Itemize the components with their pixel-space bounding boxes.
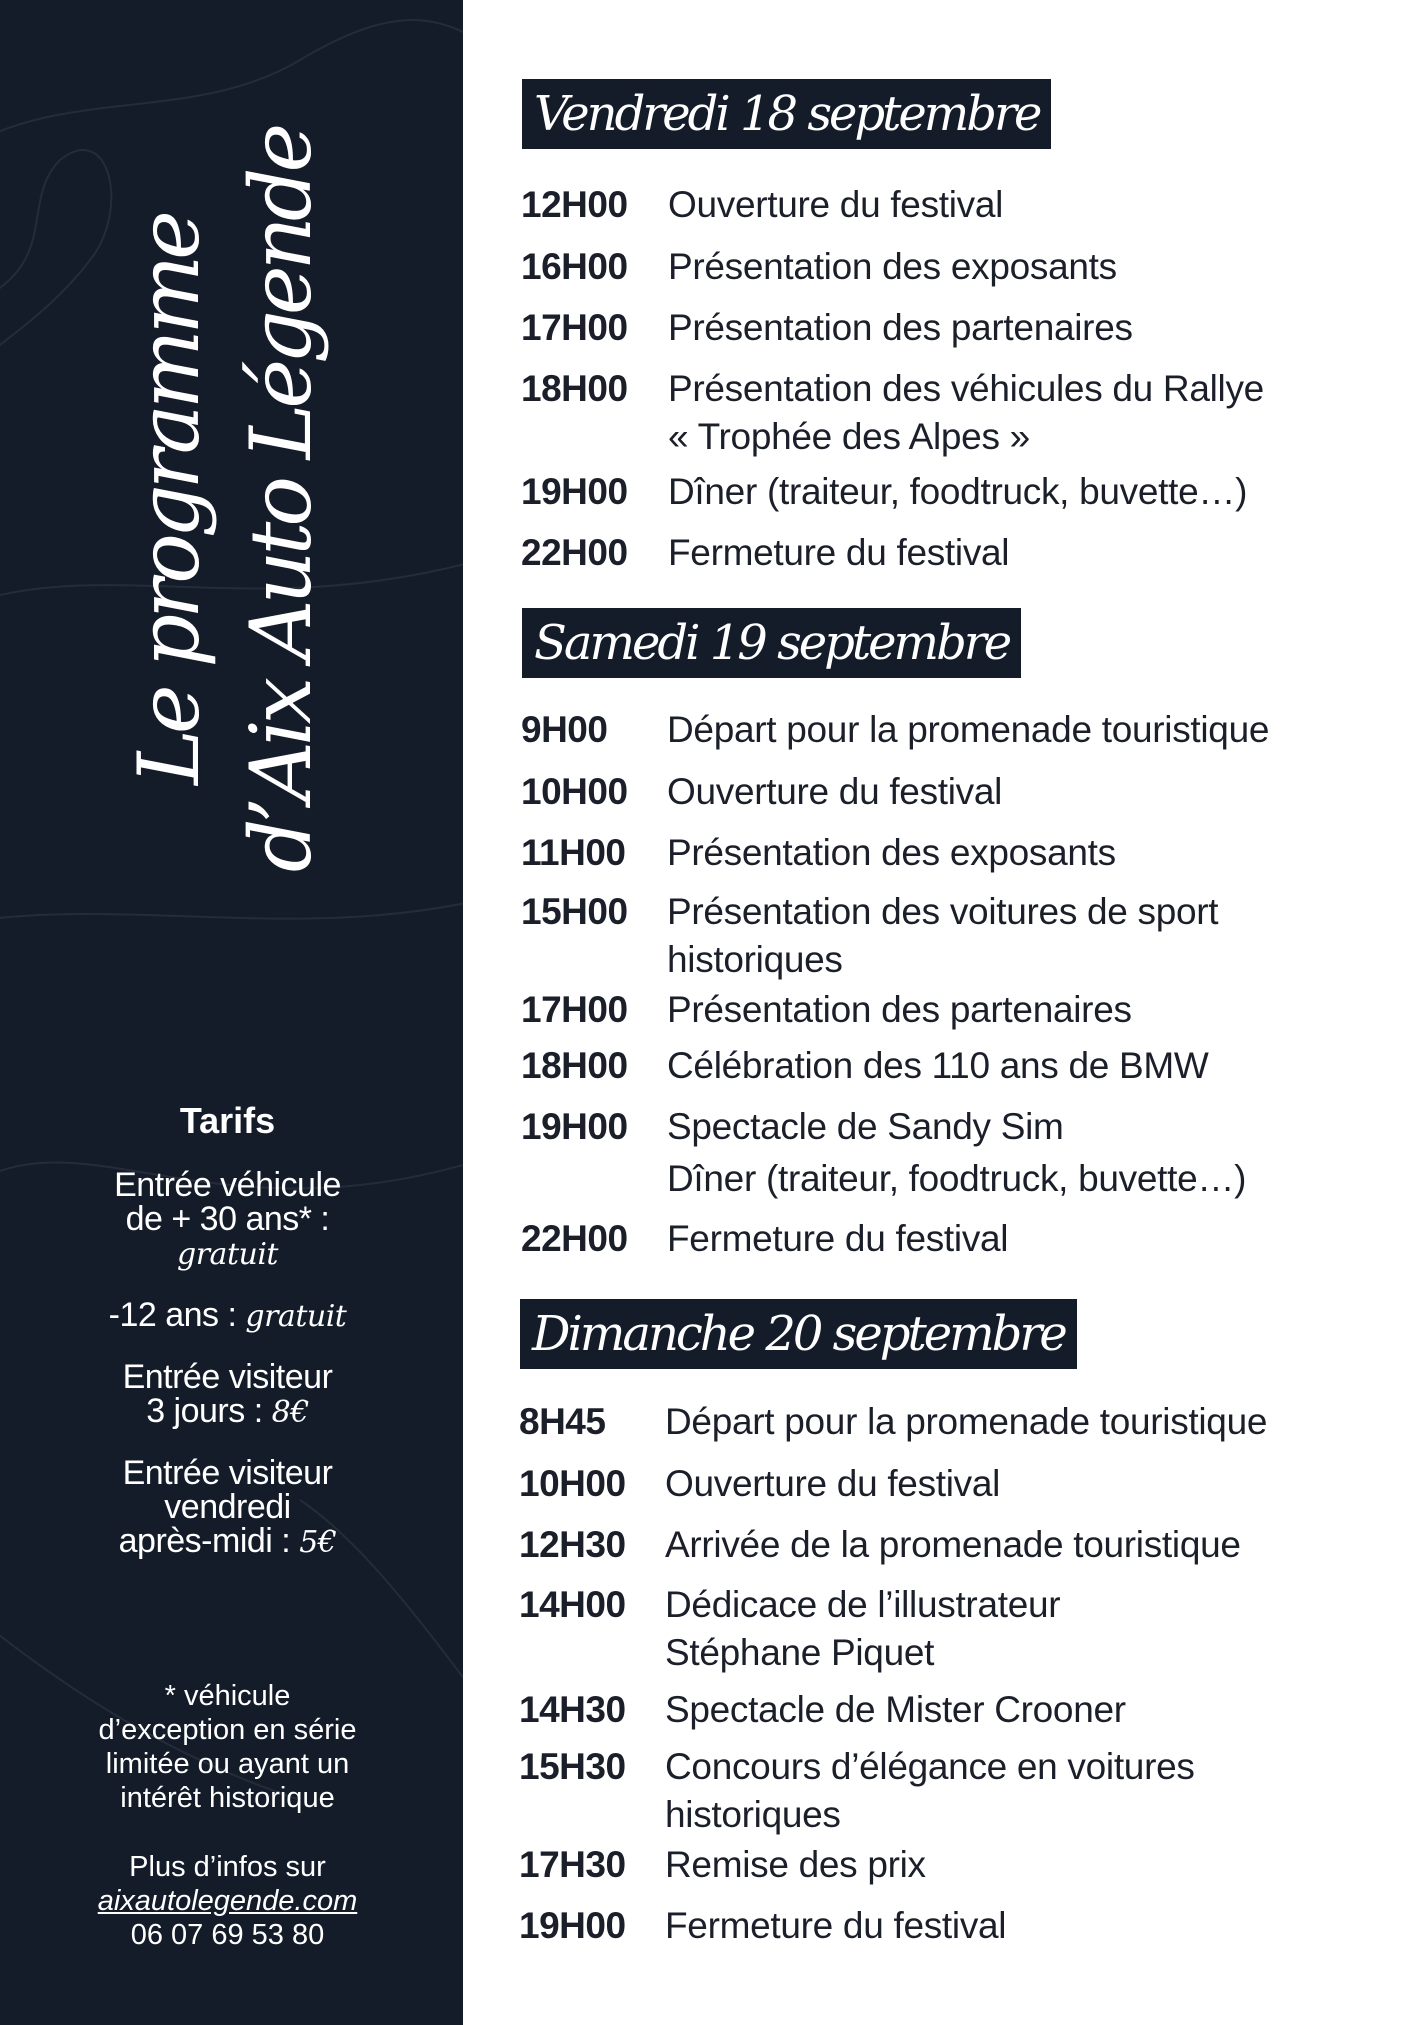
event-time: 19H00 (521, 471, 628, 512)
event-time: 11H00 (521, 832, 626, 873)
event-description: Spectacle de Mister Crooner (665, 1689, 1126, 1730)
event-description: Présentation des voitures de sport (667, 891, 1219, 932)
title-line-1: Le programme (120, 215, 218, 785)
tarif-line: Entrée visiteur (122, 1358, 333, 1396)
tarif-last-line (30, 1202, 425, 1236)
event-time: 17H30 (519, 1844, 626, 1885)
title-line-2: d’Aix Auto Légende (232, 127, 330, 873)
phone-number: 06 07 69 53 80 (130, 1919, 325, 1951)
contact-label: Plus d’infos sur (129, 1851, 326, 1883)
tarif-line: -12 ans : (108, 1296, 237, 1334)
contact-info (30, 1850, 425, 1952)
tarif-item (30, 1298, 425, 1334)
event-time: 19H00 (521, 1106, 628, 1147)
event-description: Présentation des exposants (667, 832, 1116, 873)
event-time: 16H00 (521, 246, 628, 287)
event-description: Remise des prix (665, 1844, 926, 1885)
day-title: Dimanche 20 septembre (520, 1299, 1077, 1369)
event-time: 18H00 (521, 1045, 628, 1086)
event-description: Ouverture du festival (668, 184, 1004, 225)
event-time: 22H00 (521, 1218, 628, 1259)
tarif-price: gratuit (245, 1299, 347, 1334)
event-description: « Trophée des Alpes » (668, 416, 1030, 457)
tarif-line: après-midi : (118, 1522, 291, 1560)
note-line: limitée ou ayant un (105, 1748, 350, 1780)
event-description: Dîner (traiteur, foodtruck, buvette…) (668, 471, 1248, 512)
event-description: Dîner (traiteur, foodtruck, buvette…) (667, 1158, 1247, 1199)
tarif-line: vendredi (164, 1488, 291, 1526)
event-time: 17H00 (521, 989, 628, 1030)
event-description: Stéphane Piquet (665, 1632, 935, 1673)
event-time: 19H00 (519, 1905, 626, 1946)
tarif-line: de + 30 ans* : (125, 1200, 330, 1238)
day-title: Samedi 19 septembre (522, 608, 1021, 678)
tarif-line: 3 jours : (146, 1392, 263, 1430)
tarif-price: 8€ (271, 1395, 309, 1430)
tarif-item (30, 1456, 425, 1560)
event-time: 14H00 (519, 1584, 626, 1625)
note-line: intérêt historique (120, 1782, 335, 1814)
sidebar (0, 0, 463, 2025)
tarif-price: 5€ (299, 1525, 337, 1560)
tarif-line: Entrée véhicule (114, 1166, 341, 1204)
tarif-item (30, 1168, 425, 1272)
day-title: Vendredi 18 septembre (522, 79, 1051, 149)
tarif-price-line (30, 1236, 425, 1272)
event-time: 10H00 (519, 1463, 626, 1504)
event-description: Présentation des partenaires (668, 307, 1133, 348)
event-description: Célébration des 110 ans de BMW (667, 1045, 1209, 1086)
tarif-last-line (30, 1298, 425, 1334)
event-time: 15H30 (519, 1746, 626, 1787)
event-description: Arrivée de la promenade touristique (665, 1524, 1241, 1565)
event-time: 17H00 (521, 307, 628, 348)
event-description: historiques (667, 939, 843, 980)
event-description: Départ pour la promenade touristique (667, 709, 1270, 750)
event-description: historiques (665, 1794, 841, 1835)
event-description: Ouverture du festival (665, 1463, 1001, 1504)
event-time: 12H00 (521, 184, 628, 225)
event-description: Concours d’élégance en voitures (665, 1746, 1195, 1787)
event-description: Dédicace de l’illustrateur (665, 1584, 1061, 1625)
event-time: 14H30 (519, 1689, 626, 1730)
event-description: Présentation des exposants (668, 246, 1117, 287)
event-time: 12H30 (519, 1524, 626, 1565)
exception-note (30, 1679, 425, 1815)
tarifs-heading: Tarifs (179, 1100, 276, 1141)
event-time: 22H00 (521, 532, 628, 573)
event-description: Départ pour la promenade touristique (665, 1401, 1268, 1442)
event-description: Fermeture du festival (668, 532, 1010, 573)
event-description: Présentation des véhicules du Rallye (668, 368, 1264, 409)
tarif-line: Entrée visiteur (122, 1454, 333, 1492)
tarifs-section (30, 1100, 425, 1560)
event-time: 10H00 (521, 771, 628, 812)
tarif-last-line (30, 1524, 425, 1560)
website-link[interactable]: aixautolegende.com (97, 1885, 358, 1917)
event-time: 8H45 (519, 1401, 606, 1442)
tarif-item (30, 1360, 425, 1430)
event-description: Fermeture du festival (665, 1905, 1007, 1946)
event-time: 18H00 (521, 368, 628, 409)
event-description: Spectacle de Sandy Sim (667, 1106, 1064, 1147)
event-time: 15H00 (521, 891, 628, 932)
event-description: Ouverture du festival (667, 771, 1003, 812)
event-time: 9H00 (521, 709, 608, 750)
tarif-price: gratuit (177, 1237, 278, 1272)
note-line: * véhicule (164, 1680, 291, 1712)
event-description: Présentation des partenaires (667, 989, 1132, 1030)
event-description: Fermeture du festival (667, 1218, 1009, 1259)
tarif-last-line (30, 1394, 425, 1430)
note-line: d’exception en série (98, 1714, 357, 1746)
